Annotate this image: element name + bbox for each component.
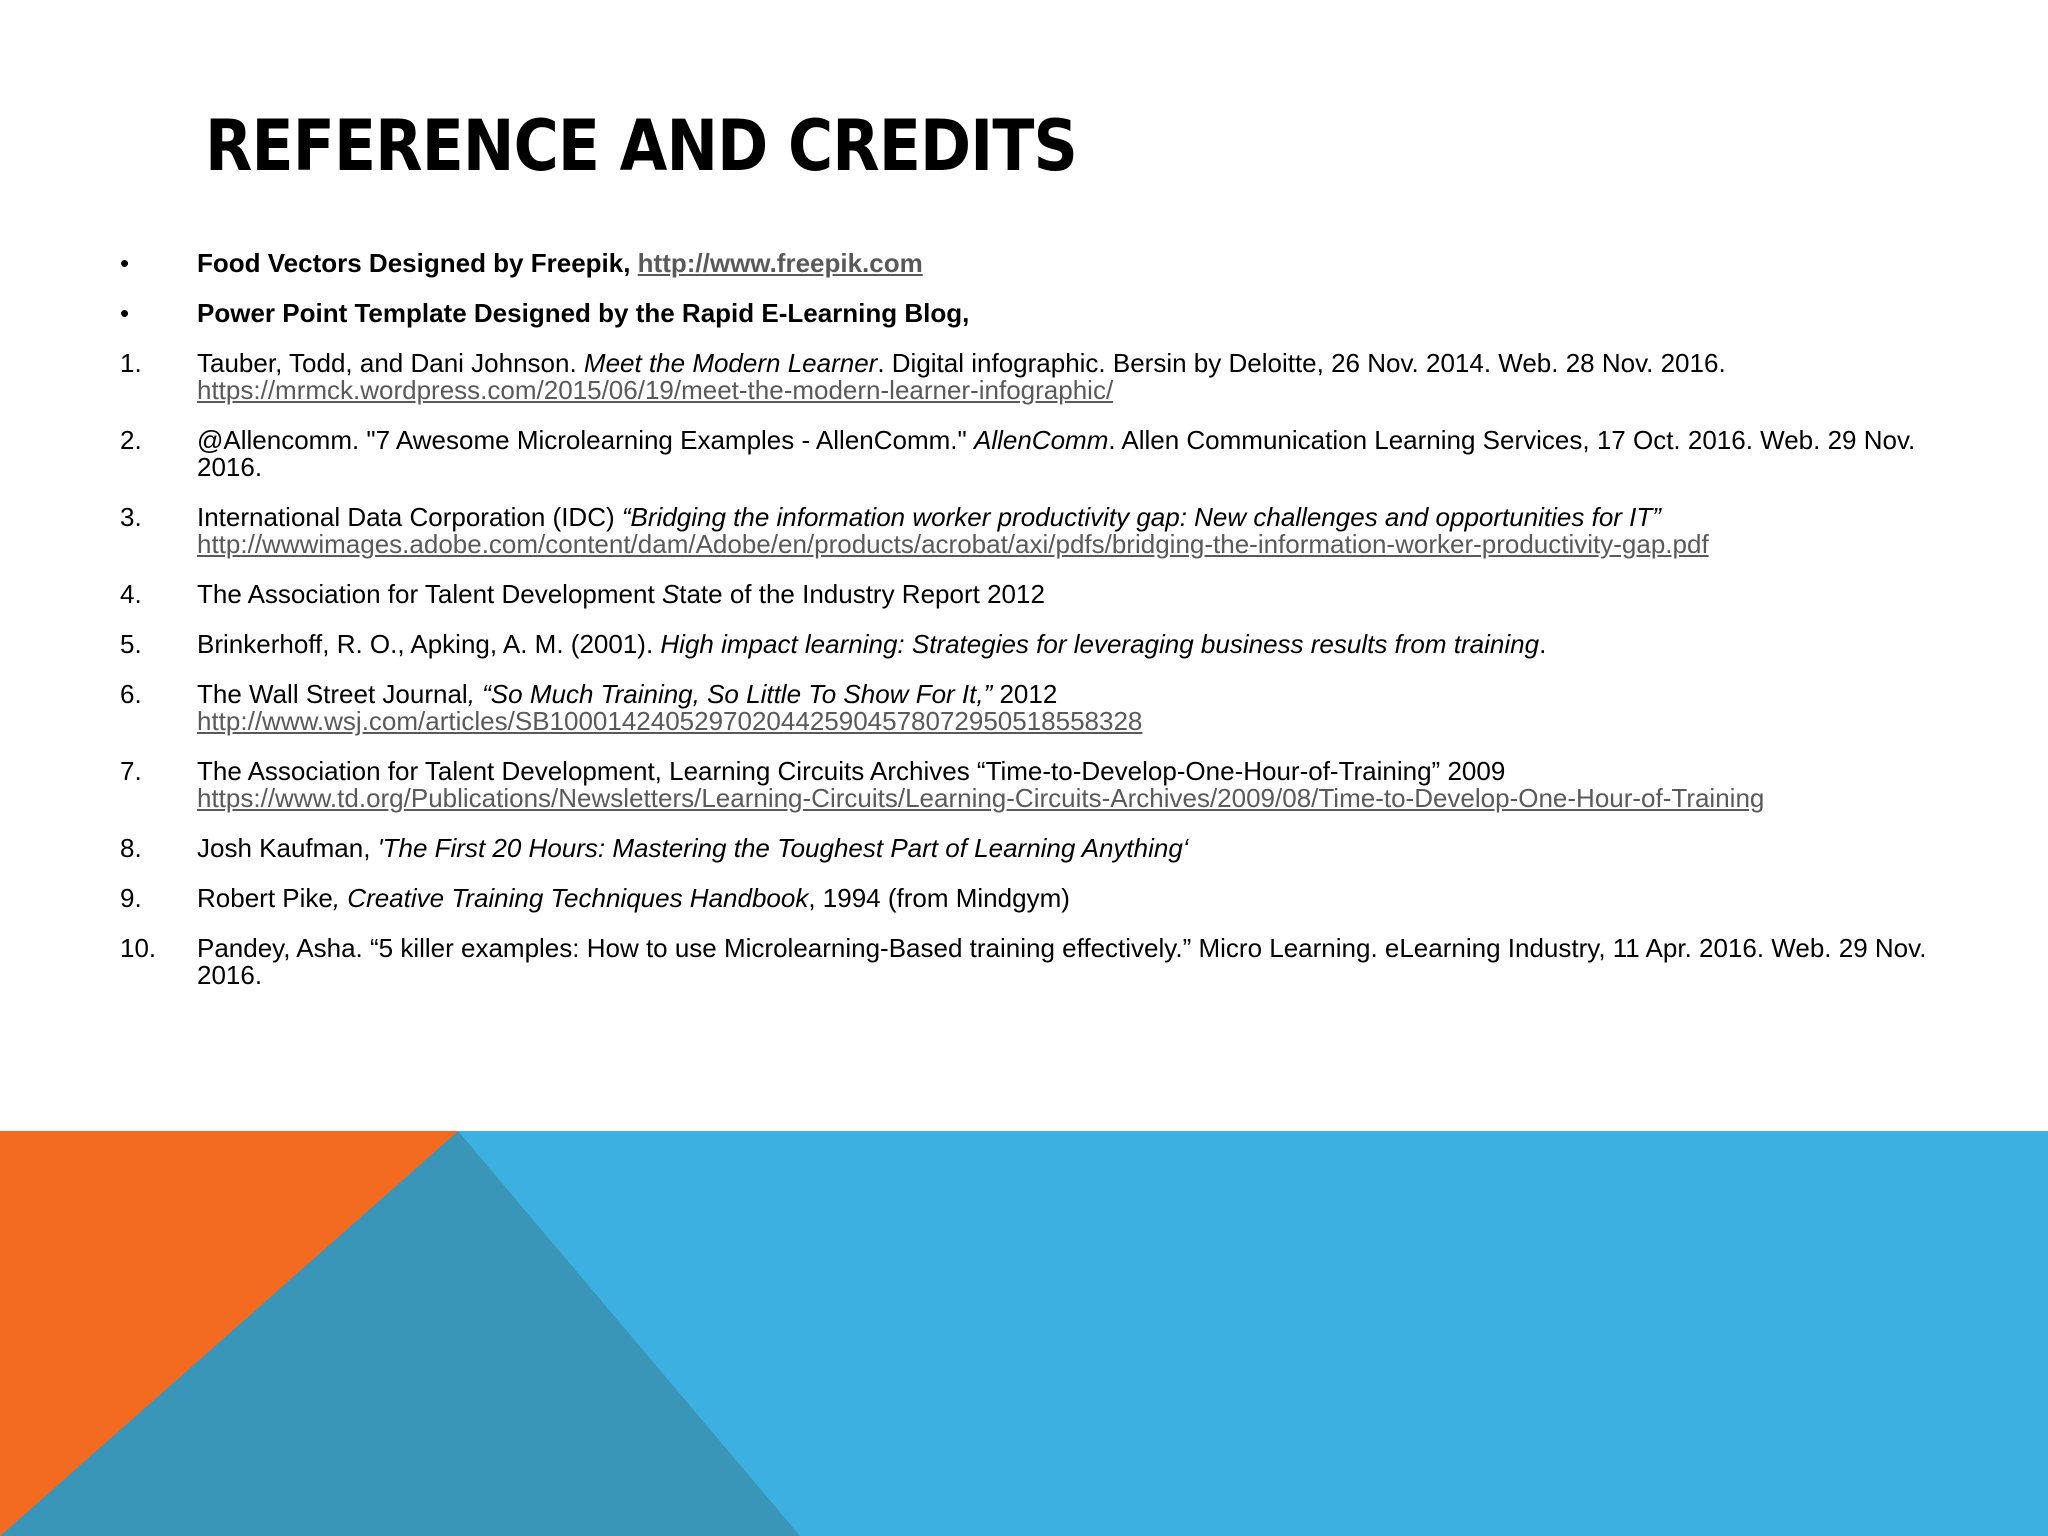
reference-text (197, 504, 1937, 558)
reference-title-italic: , “So Much Training, So Little To Show For It,” (467, 679, 993, 709)
reference-text (197, 681, 1937, 735)
reference-text-run: Josh Kaufman, (197, 833, 378, 863)
reference-title-italic: S (661, 579, 680, 609)
reference-text-run: International Data Corporation (IDC) (197, 502, 622, 532)
reference-item (0, 300, 2048, 327)
list-number: 7. (120, 756, 142, 786)
bullet-marker: • (120, 248, 130, 278)
reference-item (0, 935, 2048, 989)
list-number: 8. (120, 833, 142, 863)
reference-text-run: Food Vectors Designed by Freepik, (197, 248, 638, 278)
reference-title-italic: High impact learning: Strategies for leveraging business results from training (660, 629, 1540, 659)
reference-title-italic: , Creative Training Techniques Handbook (332, 883, 809, 913)
reference-text (197, 250, 1937, 277)
reference-link[interactable]: https://mrmck.wordpress.com/2015/06/19/meet-the-modern-learner-infographic/ (197, 375, 1114, 405)
reference-title-italic: “Bridging the information worker productivity gap: New challenges and opportunities for IT” (621, 502, 1661, 532)
reference-text-run: . Digital infographic. Bersin by Deloitte, 26 Nov. 2014. Web. 28 Nov. 2016. (877, 348, 1726, 378)
reference-item (0, 581, 2048, 608)
list-number: 9. (120, 883, 142, 913)
list-number: 2. (120, 425, 142, 455)
reference-item (0, 758, 2048, 812)
reference-text-run: tate of the Industry Report 2012 (679, 579, 1045, 609)
reference-text-run: Pandey, Asha. “5 killer examples: How to use Microlearning-Based training effectively.” Micro Learning. eLearning Industry, 11 Apr. 2016. Web. 29 Nov. 2016. (197, 933, 1927, 990)
reference-text-run: @Allencomm. "7 Awesome Microlearning Examples - AllenComm." (197, 425, 974, 455)
reference-text-run: , 1994 (from Mindgym) (808, 883, 1070, 913)
reference-item (0, 631, 2048, 658)
reference-text-run: Brinkerhoff, R. O., Apking, A. M. (2001). (197, 629, 661, 659)
slide-title: REFERENCE AND CREDITS (205, 105, 1077, 187)
reference-item (0, 504, 2048, 558)
bullet-marker: • (120, 298, 130, 328)
decorative-background (0, 1131, 2048, 1536)
reference-text-run: Robert Pike (197, 883, 333, 913)
list-number: 10. (120, 933, 157, 963)
reference-text-run: . (1539, 629, 1547, 659)
list-number: 6. (120, 679, 142, 709)
reference-item (0, 427, 2048, 481)
reference-text-run: Tauber, Todd, and Dani Johnson. (197, 348, 584, 378)
reference-text (197, 350, 1937, 404)
reference-text-run: The Wall Street Journal (197, 679, 468, 709)
reference-text-run: . Allen Communication Learning Services, 17 Oct. 2016. Web. 29 Nov. 2016. (197, 425, 1916, 482)
reference-text (197, 581, 1937, 608)
reference-list (0, 250, 2048, 1012)
list-number: 3. (120, 502, 142, 532)
reference-link[interactable]: https://www.td.org/Publications/Newsletters/Learning-Circuits/Learning-Circuits-Archives/2009/08/Time-to-Develop-One-Hour-of-Training (197, 783, 1765, 813)
reference-text-run: The Association for Talent Development (197, 579, 662, 609)
reference-item (0, 681, 2048, 735)
reference-item (0, 350, 2048, 404)
reference-link[interactable]: http://www.wsj.com/articles/SB10001424052970204425904578072950518558328 (197, 706, 1143, 736)
reference-title-italic: Meet the Modern Learner (583, 348, 878, 378)
reference-item (0, 250, 2048, 277)
reference-text (197, 427, 1937, 481)
reference-link[interactable]: http://www.freepik.com (637, 248, 923, 278)
reference-text (197, 300, 1937, 327)
list-number: 5. (120, 629, 142, 659)
reference-text (197, 885, 1937, 912)
reference-item (0, 835, 2048, 862)
list-number: 4. (120, 579, 142, 609)
reference-text (197, 758, 1937, 812)
reference-link[interactable]: http://wwwimages.adobe.com/content/dam/Adobe/en/products/acrobat/axi/pdfs/bridging-the-information-worker-productivity-gap.pdf (197, 529, 1709, 559)
reference-text-run: Power Point Template Designed by the Rapid E-Learning Blog, (197, 298, 970, 328)
reference-title-italic: 'The First 20 Hours: Mastering the Toughest Part of Learning Anything‘ (377, 833, 1189, 863)
reference-text (197, 935, 1937, 989)
list-number: 1. (120, 348, 142, 378)
reference-text (197, 631, 1937, 658)
reference-text-run: 2012 (992, 679, 1058, 709)
reference-text-run: The Association for Talent Development, Learning Circuits Archives “Time-to-Develop-One-Hour-of-Training” 2009 (197, 756, 1506, 786)
reference-text (197, 835, 1937, 862)
reference-title-italic: AllenComm (973, 425, 1109, 455)
reference-item (0, 885, 2048, 912)
